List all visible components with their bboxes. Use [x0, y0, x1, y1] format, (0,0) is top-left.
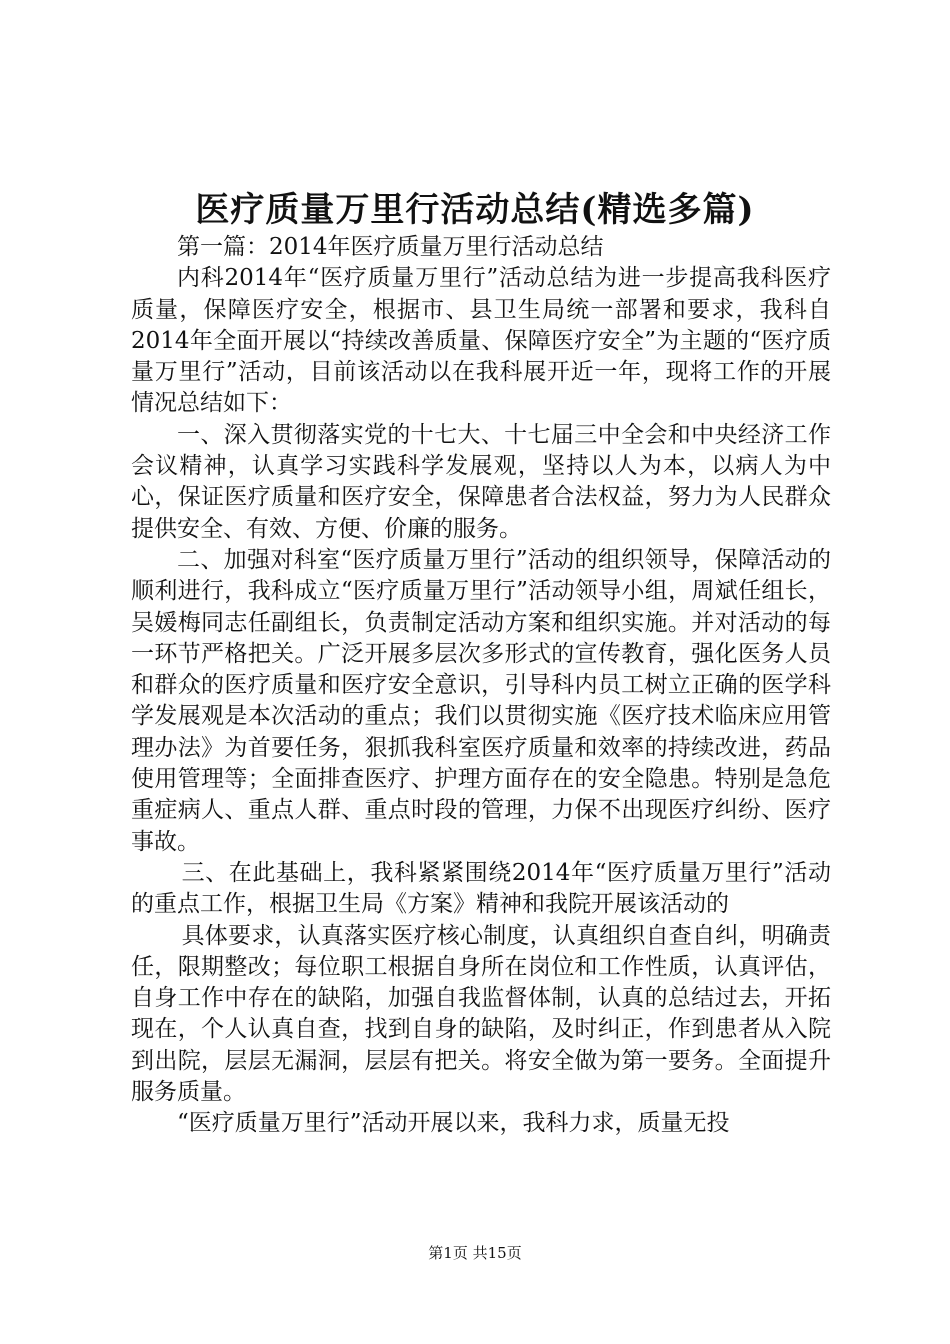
document-title: 医疗质量万里行活动总结(精选多篇): [195, 190, 755, 230]
paragraph-point-two: 二、加强对科室“医疗质量万里行”活动的组织领导，保障活动的顺利进行，我科成立“医疗质量万里行”活动领导小组，周斌任组长，吴媛梅同志任副组长，负责制定活动方案和组织实施。并对活动的每一环节严格把关。广泛开展多层次多形式的宣传教育，强化医务人员和群众的医疗质量和医疗安全意识，引导科内员工树立正确的医学科学发展观是本次活动的重点；我们以贯彻实施《医疗技术临床应用管理办法》为首要任务，狠抓我科室医疗质量和效率的持续改进，药品使用管理等；全面排查医疗、护理方面存在的安全隐患。特别是急危重症病人、重点人群、重点时段的管理，力保不出现医疗纠纷、医疗事故。: [131, 546, 831, 855]
paragraph-point-three: 三、在此基础上，我科紧紧围绕2014年“医疗质量万里行”活动的重点工作，根据卫生局《方案》精神和我院开展该活动的: [131, 859, 831, 918]
paragraph-requirements: 具体要求，认真落实医疗核心制度，认真组织自查自纠，明确责任，限期整改；每位职工根据自身所在岗位和工作性质，认真评估，自身工作中存在的缺陷，加强自我监督体制，认真的总结过去，开拓现在，个人认真自查，找到自身的缺陷，及时纠正，作到患者从入院到出院，层层无漏洞，层层有把关。将安全做为第一要务。全面提升服务质量。: [131, 922, 831, 1106]
paragraph-point-one: 一、深入贯彻落实党的十七大、十七届三中全会和中央经济工作会议精神，认真学习实践科学发展观，坚持以人为本，以病人为中心，保证医疗质量和医疗安全，保障患者合法权益，努力为人民群众提供安全、有效、方便、价廉的服务。: [131, 421, 831, 542]
document-body: [131, 232, 831, 1140]
paragraph-intro: 内科2014年“医疗质量万里行”活动总结为进一步提高我科医疗质量，保障医疗安全，根据市、县卫生局统一部署和要求，我科自2014年全面开展以“持续改善质量、保障医疗安全”为主题的“医疗质量万里行”活动，目前该活动以在我科展开近一年，现将工作的开展情况总结如下：: [131, 265, 831, 417]
paragraph-activity: “医疗质量万里行”活动开展以来，我科力求，质量无投: [177, 1110, 730, 1137]
page-number-footer: 第1页 共15页: [428, 1244, 522, 1262]
section-heading: 第一篇：2014年医疗质量万里行活动总结: [177, 234, 604, 260]
